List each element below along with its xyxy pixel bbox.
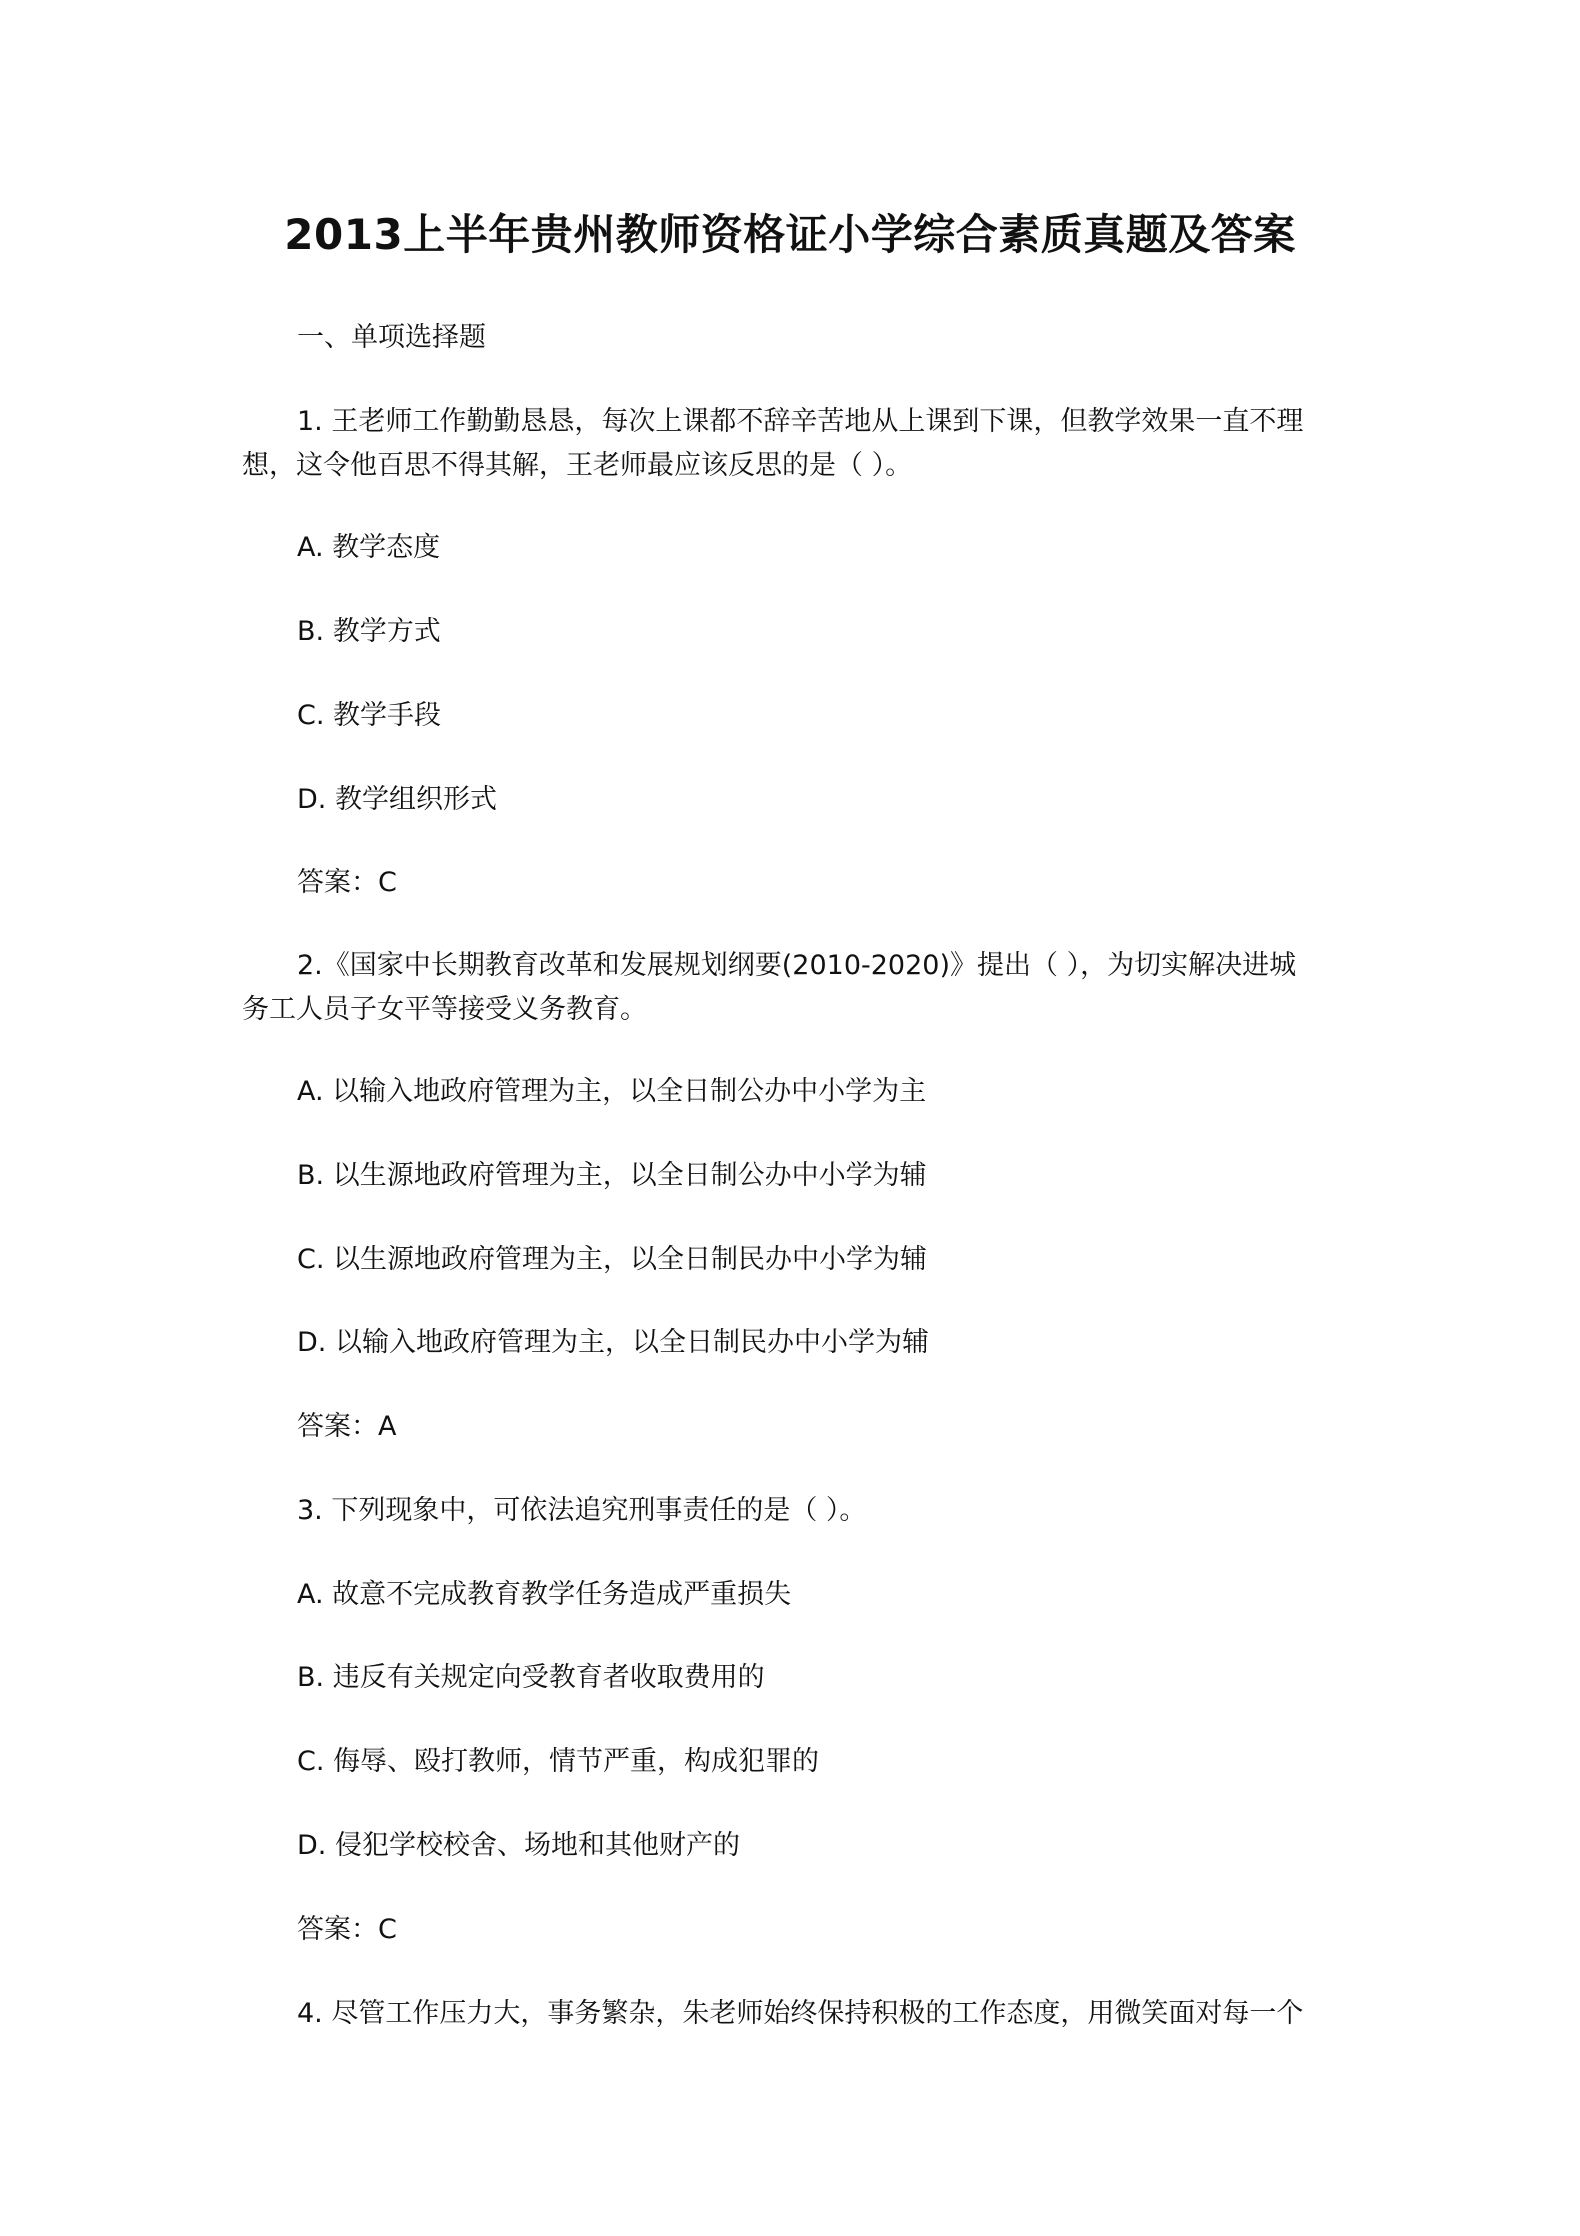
question-3-option-b: B. 违反有关规定向受教育者收取费用的 <box>297 1662 765 1693</box>
question-1-stem-line-2: 想，这令他百思不得其解，王老师最应该反思的是（ ）。 <box>242 450 913 481</box>
question-1-option-c: C. 教学手段 <box>297 700 442 731</box>
question-2-option-c: C. 以生源地政府管理为主，以全日制民办中小学为辅 <box>297 1244 928 1275</box>
question-4-stem-line-1: 4. 尽管工作压力大，事务繁杂，朱老师始终保持积极的工作态度，用微笑面对每一个 <box>297 1998 1304 2029</box>
question-3-answer: 答案：C <box>297 1914 397 1945</box>
question-2-answer: 答案：A <box>297 1411 397 1442</box>
question-2-stem-line-1: 2.《国家中长期教育改革和发展规划纲要(2010-2020)》提出（ ），为切实解决进城 <box>297 950 1297 981</box>
document-title: 2013上半年贵州教师资格证小学综合素质真题及答案 <box>284 210 1296 259</box>
section-heading: 一、单项选择题 <box>297 322 486 353</box>
question-1-answer: 答案：C <box>297 867 397 898</box>
question-2-option-b: B. 以生源地政府管理为主，以全日制公办中小学为辅 <box>297 1160 927 1191</box>
question-1-option-d: D. 教学组织形式 <box>297 784 497 815</box>
question-1-option-a: A. 教学态度 <box>297 532 441 563</box>
question-3-stem-line-1: 3. 下列现象中，可依法追究刑事责任的是（ ）。 <box>297 1495 867 1526</box>
question-2-option-d: D. 以输入地政府管理为主，以全日制民办中小学为辅 <box>297 1327 929 1358</box>
question-2-option-a: A. 以输入地政府管理为主，以全日制公办中小学为主 <box>297 1076 927 1107</box>
question-3-option-a: A. 故意不完成教育教学任务造成严重损失 <box>297 1579 792 1610</box>
question-3-option-d: D. 侵犯学校校舍、场地和其他财产的 <box>297 1830 740 1861</box>
question-1-stem-line-1: 1. 王老师工作勤勤恳恳，每次上课都不辞辛苦地从上课到下课，但教学效果一直不理 <box>297 406 1304 437</box>
question-3-option-c: C. 侮辱、殴打教师，情节严重，构成犯罪的 <box>297 1746 820 1777</box>
question-2-stem-line-2: 务工人员子女平等接受义务教育。 <box>242 994 647 1025</box>
question-1-option-b: B. 教学方式 <box>297 616 441 647</box>
